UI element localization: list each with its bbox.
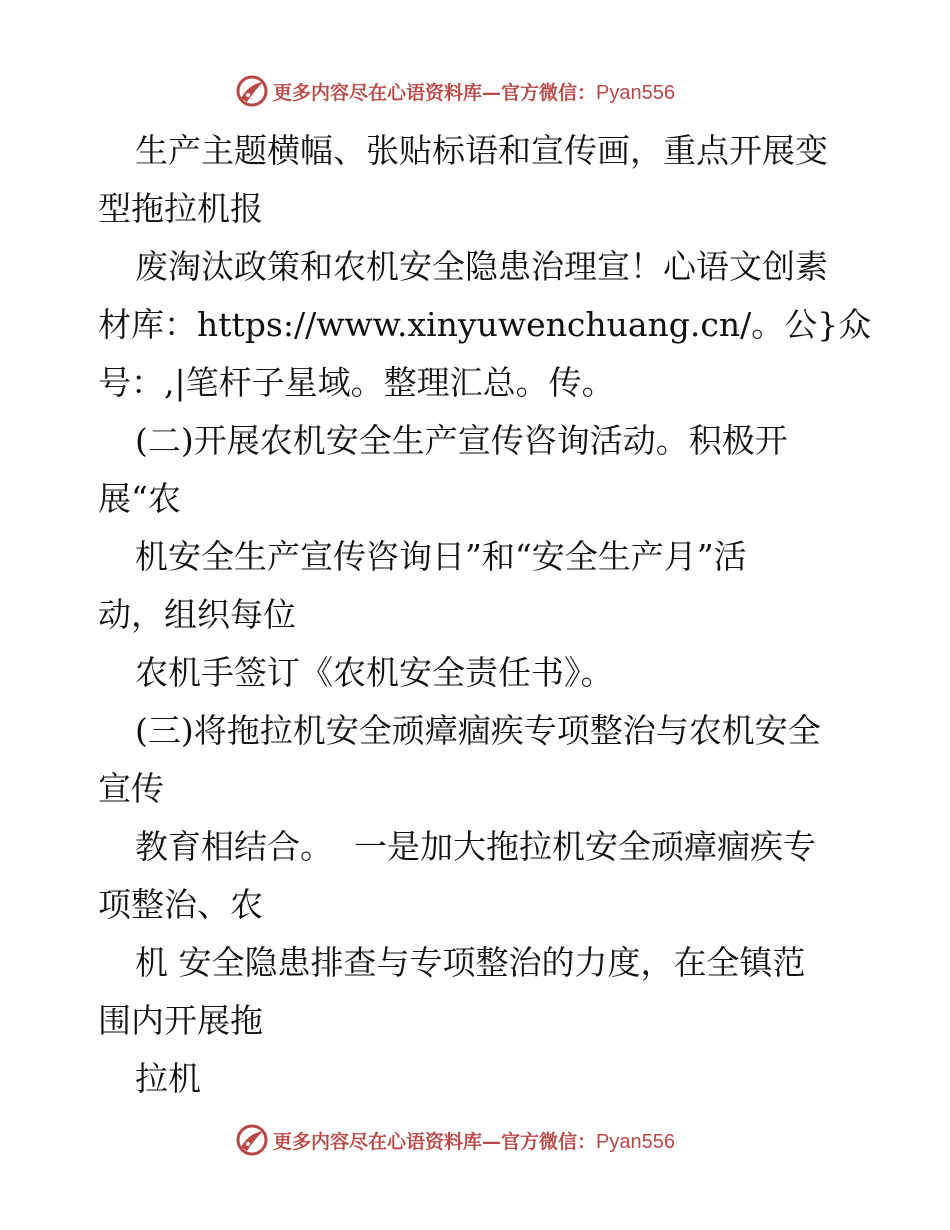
header-account: Pyan556: [596, 81, 675, 104]
footer-account: Pyan556: [596, 1130, 675, 1153]
body-line: 机安全生产宣传咨询日”和“安全生产月”活: [135, 537, 747, 576]
body-line: 拉机: [135, 1059, 201, 1098]
body-line: 机 安全隐患排查与专项整治的力度，在全镇范: [135, 943, 806, 982]
body-line: 展“农: [98, 479, 181, 518]
header-brand-text: 更多内容尽在心语资料库—官方微信：Pyan556: [273, 81, 675, 104]
body-line: 围内开展拖: [98, 1001, 263, 1040]
body-line: 型拖拉机报: [98, 189, 263, 228]
body-line: 号：,|笔杆子星域。整理汇总。传。: [98, 363, 615, 402]
body-line: 材库：https://www.xinyuwenchuang.cn/。公}众: [98, 305, 872, 344]
body-line: 项整治、农: [98, 885, 263, 924]
body-line: 农机手签订《农机安全责任书》。: [135, 653, 614, 692]
header-banner: [235, 73, 675, 109]
body-line: 宣传: [98, 769, 164, 808]
pen-logo-icon: [235, 1123, 269, 1157]
document-body: [98, 122, 872, 1108]
pen-logo-icon: [235, 74, 269, 108]
footer-brand-text: 更多内容尽在心语资料库—官方微信：Pyan556: [273, 1130, 675, 1153]
body-line: 动，组织每位: [98, 595, 296, 634]
body-line: 生产主题横幅、张贴标语和宣传画，重点开展变: [135, 131, 828, 170]
body-line: (三)将拖拉机安全顽瘴痼疾专项整治与农机安全: [135, 711, 821, 750]
body-line: (二)开展农机安全生产宣传咨询活动。积极开: [135, 421, 788, 460]
body-line: 教育相结合。 一是加大拖拉机安全顽瘴痼疾专: [135, 827, 816, 866]
footer-banner: [235, 1122, 675, 1158]
body-line: 废淘汰政策和农机安全隐患治理宣！心语文创素: [135, 247, 828, 286]
